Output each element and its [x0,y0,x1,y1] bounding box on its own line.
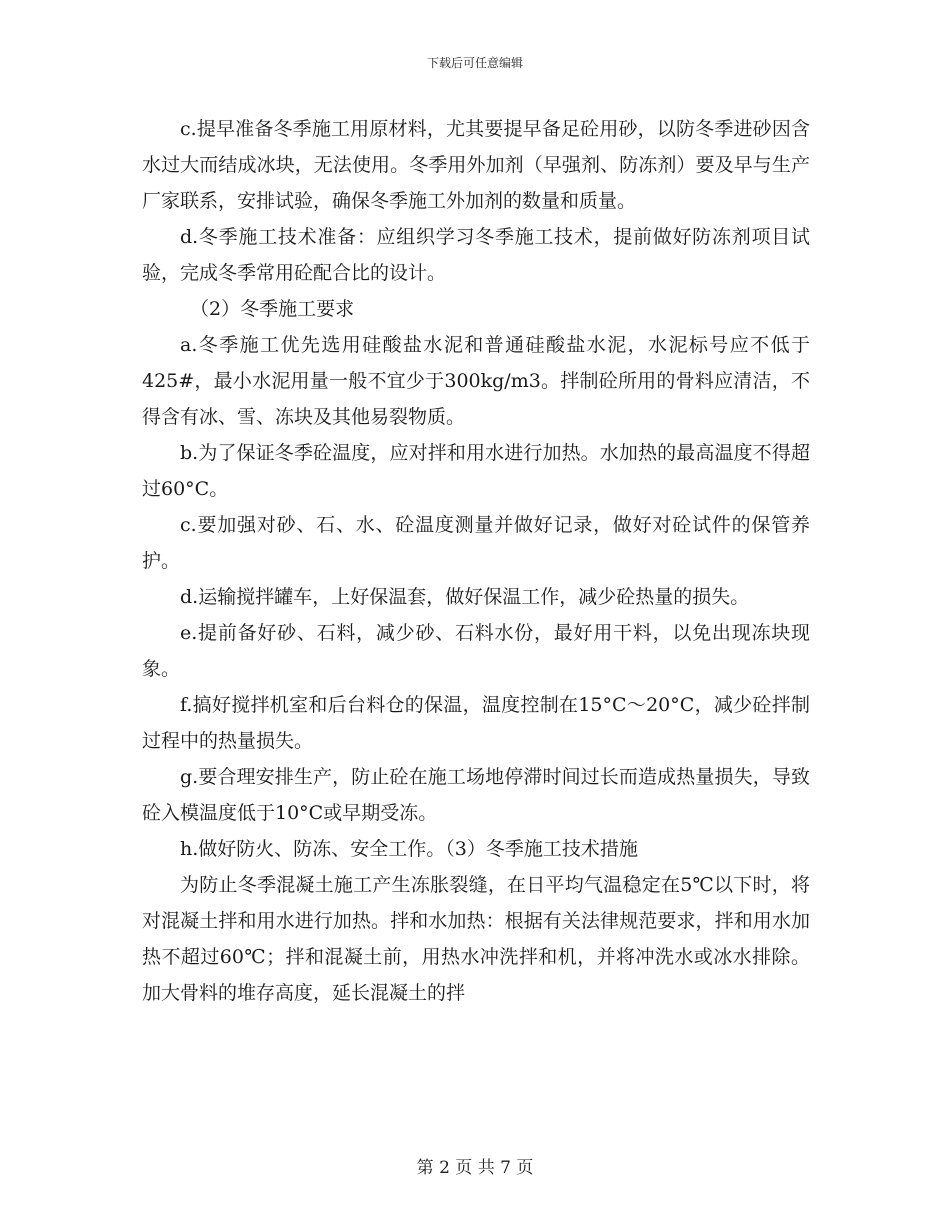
page-footer: 第 2 页 共 7 页 [416,1158,534,1178]
paragraph-b-water-heating: b.为了保证冬季砼温度，应对拌和用水进行加热。水加热的最高温度不得超过60°C。 [142,442,810,500]
paragraph-d-tech-prep: d.冬季施工技术准备：应组织学习冬季施工技术，提前做好防冻剂项目试验，完成冬季常用砼配合比的设计。 [142,226,810,284]
paragraph-d-transport: d.运输搅拌罐车，上好保温套，做好保温工作，减少砼热量的损失。 [180,586,750,608]
paragraph-c-temperature: c.要加强对砂、石、水、砼温度测量并做好记录，做好对砼试件的保管养护。 [142,514,810,572]
paragraph-f-insulation: f.搞好搅拌机室和后台料仓的保温，温度控制在15°C～20°C，减少砼拌制过程中的热量损失。 [142,694,810,752]
section-heading-requirements: （2）冬季施工要求 [190,298,355,320]
paragraph-c-materials: c.提早准备冬季施工用原材料，尤其要提早备足砼用砂，以防冬季进砂因含水过大而结成冰块，无法使用。冬季用外加剂（早强剂、防冻剂）要及早与生产厂家联系，安排试验，确保冬季施工外加剂的数量和质量。 [142,118,810,212]
paragraph-h-safety: h.做好防火、防冻、安全工作。（3）冬季施工技术措施 [180,838,638,860]
paragraph-g-scheduling: g.要合理安排生产，防止砼在施工场地停滞时间过长而造成热量损失，导致砼入模温度低于10°C或早期受冻。 [142,766,810,824]
paragraph-a-cement: a.冬季施工优先选用硅酸盐水泥和普通硅酸盐水泥，水泥标号应不低于425#，最小水泥用量一般不宜少于300kg/m3。拌制砼所用的骨料应清洁，不得含有冰、雪、冻块及其他易裂物质。 [142,334,810,428]
paragraph-e-aggregates: e.提前备好砂、石料，减少砂、石料水份，最好用干料，以免出现冻块现象。 [142,622,810,680]
paragraph-measures: 为防止冬季混凝土施工产生冻胀裂缝，在日平均气温稳定在5℃以下时，将对混凝土拌和用水进行加热。拌和水加热：根据有关法律规范要求，拌和用水加热不超过60℃；拌和混凝土前，用热水冲洗拌和机，并将冲洗水或冰水排除。加大骨料的堆存高度，延长混凝土的拌 [142,874,810,1004]
document-body [142,111,810,1011]
page-header: 下载后可任意编辑 [426,56,523,70]
